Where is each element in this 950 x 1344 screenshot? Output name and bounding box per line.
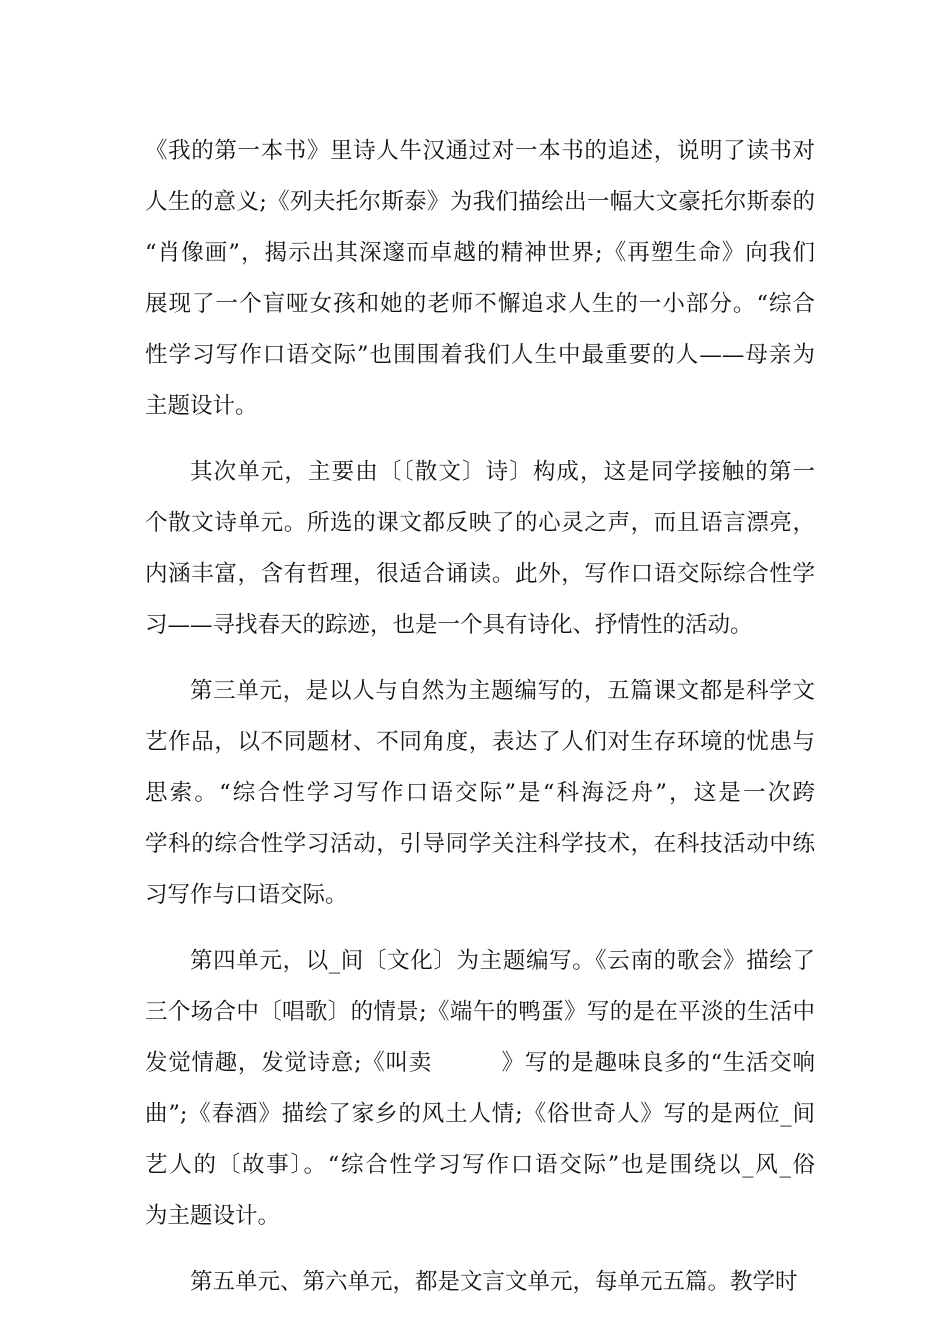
paragraph-5	[145, 1257, 815, 1308]
text-line: 为主题设计。	[145, 1203, 281, 1229]
text-line: 曲”;《春酒》描绘了家乡的风土人情;《俗世奇人》写的是两位_间	[145, 1101, 815, 1127]
text-line: 《我的第一本书》里诗人牛汉通过对一本书的追述，说明了读书对	[145, 138, 815, 164]
text-line: 第四单元，以_间〔文化〕为主题编写。《云南的歌会》描绘了	[190, 948, 815, 974]
text-line: 习写作与口语交际。	[145, 882, 348, 908]
text-line: 展现了一个盲哑女孩和她的老师不懈追求人生的一小部分。“综合	[145, 291, 815, 317]
text-line: 内涵丰富，含有哲理，很适合诵读。此外，写作口语交际综合性学	[145, 561, 815, 587]
text-line: 人生的意义;《列夫托尔斯泰》为我们描绘出一幅大文豪托尔斯泰的	[145, 189, 815, 215]
text-line: 发觉情趣，发觉诗意;《叫卖 》写的是趣味良多的“生活交响	[145, 1050, 815, 1076]
text-line: 艺人的〔故事〕。“综合性学习写作口语交际”也是围绕以_风_俗	[145, 1152, 815, 1178]
text-line: 艺作品，以不同题材、不同角度，表达了人们对生存环境的忧患与	[145, 729, 815, 755]
text-line: 性学习写作口语交际”也围围着我们人生中最重要的人——母亲为	[145, 342, 815, 368]
text-line: 个散文诗单元。所选的课文都反映了的心灵之声，而且语言漂亮，	[145, 510, 815, 536]
paragraph-4	[145, 936, 815, 1242]
text-line: 思索。“综合性学习写作口语交际”是“科海泛舟”，这是一次跨	[145, 780, 815, 806]
text-line: 三个场合中〔唱歌〕的情景;《端午的鸭蛋》写的是在平淡的生活中	[145, 999, 815, 1025]
text-line: 第三单元，是以人与自然为主题编写的，五篇课文都是科学文	[190, 678, 815, 704]
text-line: 习——寻找春天的踪迹，也是一个具有诗化、抒情性的活动。	[145, 612, 753, 638]
text-line: 学科的综合性学习活动，引导同学关注科学技术，在科技活动中练	[145, 831, 815, 857]
paragraph-1	[145, 126, 815, 432]
document-body	[145, 126, 815, 1308]
paragraph-3	[145, 666, 815, 921]
text-line: 主题设计。	[145, 393, 258, 419]
text-line: 第五单元、第六单元，都是文言文单元，每单元五篇。教学时	[190, 1269, 798, 1295]
text-line: 其次单元，主要由〔〔散文〕诗〕构成，这是同学接触的第一	[190, 459, 815, 485]
text-line: “肖像画”，揭示出其深邃而卓越的精神世界;《再塑生命》向我们	[145, 240, 815, 266]
paragraph-2	[145, 447, 815, 651]
